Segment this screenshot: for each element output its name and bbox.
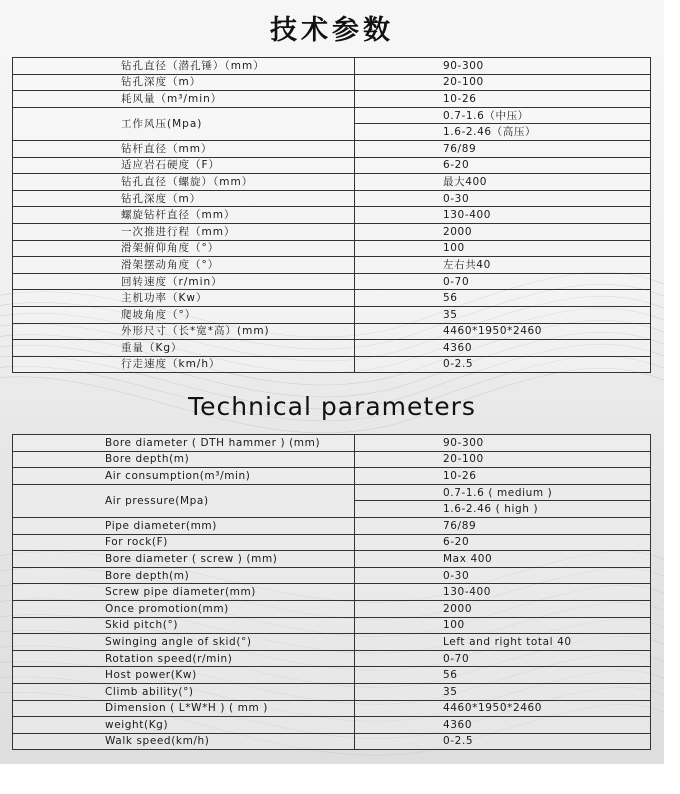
param-value: 0-30 — [355, 190, 651, 207]
param-label: Swinging angle of skid(°) — [13, 634, 355, 651]
param-label: 钻孔直径（螺旋）（mm） — [13, 174, 355, 191]
table-row — [13, 323, 651, 340]
param-value: 10-26 — [355, 91, 651, 108]
table-row — [13, 58, 651, 75]
param-value: 4460*1950*2460 — [355, 323, 651, 340]
table-row — [13, 273, 651, 290]
param-label: Host power(Kw) — [13, 667, 355, 684]
title-chinese: 技术参数 — [270, 15, 394, 46]
table-row — [13, 700, 651, 717]
param-value: 100 — [355, 617, 651, 634]
param-label: Walk speed(km/h) — [13, 733, 355, 750]
param-value: 90-300 — [355, 435, 651, 452]
param-label: 主机功率（Kw） — [13, 290, 355, 307]
table-row — [13, 190, 651, 207]
param-label: Skid pitch(°) — [13, 617, 355, 634]
table-row — [13, 91, 651, 108]
table-row — [13, 517, 651, 534]
param-value: 0-70 — [355, 273, 651, 290]
table-row — [13, 534, 651, 551]
table-row — [13, 733, 651, 750]
param-value: 56 — [355, 667, 651, 684]
param-value: 6-20 — [355, 534, 651, 551]
table-row — [13, 584, 651, 601]
table-row — [13, 174, 651, 191]
param-label: 工作风压(Mpa) — [13, 107, 355, 140]
param-label: 一次推进行程（mm） — [13, 223, 355, 240]
param-label: Air pressure(Mpa) — [13, 484, 355, 517]
param-label: Bore depth(m) — [13, 451, 355, 468]
table-row — [13, 356, 651, 373]
param-label: 滑架俯仰角度（°） — [13, 240, 355, 257]
param-value: 4360 — [355, 340, 651, 357]
param-label: For rock(F) — [13, 534, 355, 551]
param-label: 钻孔深度（m） — [13, 74, 355, 91]
param-value: 76/89 — [355, 517, 651, 534]
table-row — [13, 600, 651, 617]
param-value: 2000 — [355, 600, 651, 617]
param-label: Screw pipe diameter(mm) — [13, 584, 355, 601]
param-value: 0.7-1.6 ( medium ) — [355, 484, 651, 501]
param-label: 适应岩石硬度（F） — [13, 157, 355, 174]
param-value: 90-300 — [355, 58, 651, 75]
param-value: 6-20 — [355, 157, 651, 174]
param-label: 钻孔直径（潜孔锤）（mm） — [13, 58, 355, 75]
table-row — [13, 468, 651, 485]
param-label: Pipe diameter(mm) — [13, 517, 355, 534]
param-value: 100 — [355, 240, 651, 257]
param-value: 130-400 — [355, 207, 651, 224]
param-value: 左右共40 — [355, 257, 651, 274]
table-row — [13, 74, 651, 91]
param-value: 130-400 — [355, 584, 651, 601]
table-row — [13, 634, 651, 651]
spec-table-english — [12, 434, 651, 750]
param-label: Once promotion(mm) — [13, 600, 355, 617]
param-value: 0-30 — [355, 567, 651, 584]
param-label: Air consumption(m³/min) — [13, 468, 355, 485]
param-value: 4460*1950*2460 — [355, 700, 651, 717]
param-label: Dimension ( L*W*H ) ( mm ) — [13, 700, 355, 717]
param-label: Bore diameter ( screw ) (mm) — [13, 551, 355, 568]
param-label: weight(Kg) — [13, 717, 355, 734]
param-label: 耗风量（m³/min） — [13, 91, 355, 108]
table-row — [13, 717, 651, 734]
table-row — [13, 223, 651, 240]
param-label: 滑架摆动角度（°） — [13, 257, 355, 274]
param-value: Left and right total 40 — [355, 634, 651, 651]
param-label: Climb ability(°) — [13, 683, 355, 700]
param-label: 外形尺寸（长*宽*高）(mm) — [13, 323, 355, 340]
param-value: Max 400 — [355, 551, 651, 568]
spec-table-chinese — [12, 57, 651, 373]
param-value: 0-2.5 — [355, 733, 651, 750]
param-value: 0.7-1.6（中压） — [355, 107, 651, 124]
param-value: 1.6-2.46（高压） — [355, 124, 651, 141]
table-row — [13, 340, 651, 357]
table-row — [13, 257, 651, 274]
param-value: 0-2.5 — [355, 356, 651, 373]
param-value: 56 — [355, 290, 651, 307]
param-value: 2000 — [355, 223, 651, 240]
param-label: Rotation speed(r/min) — [13, 650, 355, 667]
table-row — [13, 306, 651, 323]
param-value: 4360 — [355, 717, 651, 734]
table-row — [13, 451, 651, 468]
table-row — [13, 650, 651, 667]
param-value: 1.6-2.46 ( high ) — [355, 501, 651, 518]
table-row — [13, 484, 651, 501]
param-value: 20-100 — [355, 451, 651, 468]
table-row — [13, 240, 651, 257]
param-label: Bore depth(m) — [13, 567, 355, 584]
table-row — [13, 567, 651, 584]
param-value: 76/89 — [355, 140, 651, 157]
param-label: 钻孔深度（m） — [13, 190, 355, 207]
param-label: 回转速度（r/min） — [13, 273, 355, 290]
param-label: 爬坡角度（°） — [13, 306, 355, 323]
param-value: 最大400 — [355, 174, 651, 191]
table-row — [13, 617, 651, 634]
param-label: 重量（Kg） — [13, 340, 355, 357]
param-value: 20-100 — [355, 74, 651, 91]
table-row — [13, 667, 651, 684]
param-label: Bore diameter ( DTH hammer ) (mm) — [13, 435, 355, 452]
table-row — [13, 140, 651, 157]
param-value: 35 — [355, 306, 651, 323]
param-label: 行走速度（km/h） — [13, 356, 355, 373]
table-row — [13, 157, 651, 174]
param-value: 35 — [355, 683, 651, 700]
title-english: Technical parameters — [188, 392, 476, 421]
table-row — [13, 107, 651, 124]
table-row — [13, 290, 651, 307]
table-row — [13, 207, 651, 224]
table-row — [13, 683, 651, 700]
param-label: 钻杆直径（mm） — [13, 140, 355, 157]
table-row — [13, 435, 651, 452]
table-row — [13, 551, 651, 568]
param-value: 10-26 — [355, 468, 651, 485]
param-label: 螺旋钻杆直径（mm） — [13, 207, 355, 224]
param-value: 0-70 — [355, 650, 651, 667]
